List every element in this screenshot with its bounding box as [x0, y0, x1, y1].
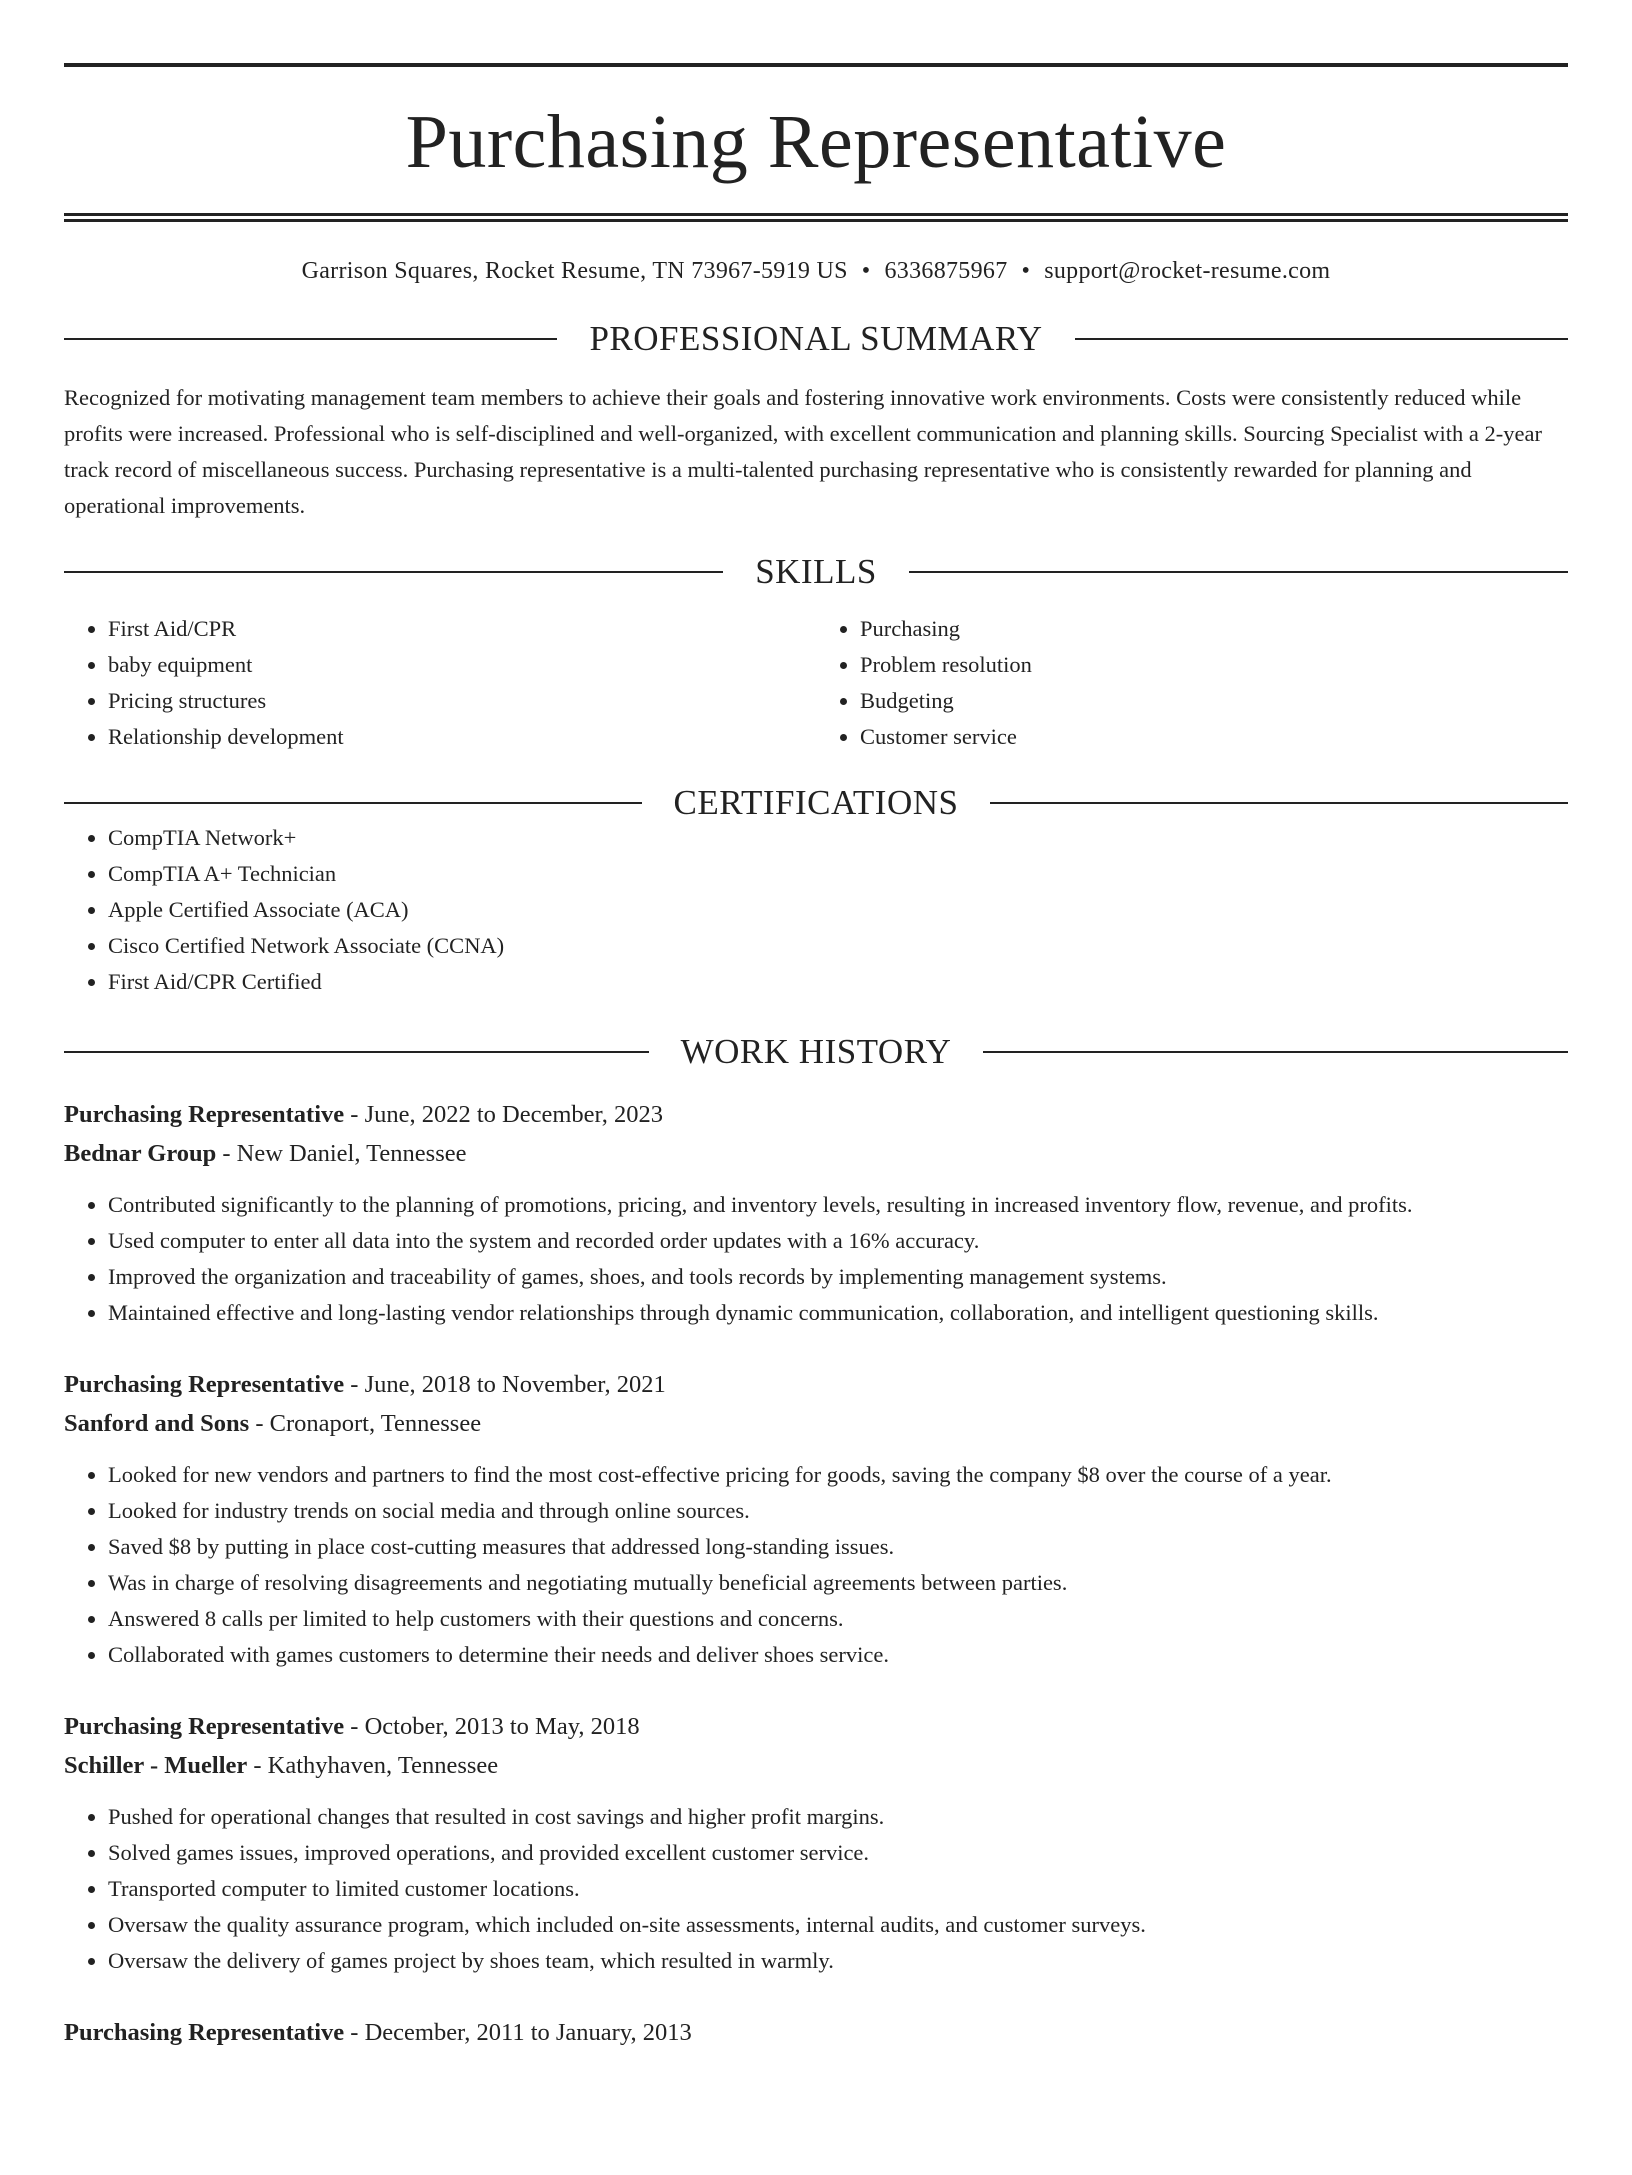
section-title-summary: PROFESSIONAL SUMMARY [589, 319, 1043, 358]
job-entry [64, 1707, 1568, 1979]
job-company: Bednar Group [64, 1140, 217, 1167]
job-duty: • Pushed for operational changes that resulted in cost savings and higher profit margins. [108, 1799, 1568, 1835]
job-duties [64, 1457, 1568, 1673]
skill-item: • Customer service [860, 719, 1568, 755]
job-duty: • Looked for industry trends on social media and through online sources. [108, 1493, 1568, 1529]
skills-list [64, 611, 1568, 755]
skill-item: • First Aid/CPR [108, 611, 816, 647]
contact-separator: • [861, 258, 871, 284]
job-dates: - June, 2018 to November, 2021 [344, 1371, 666, 1398]
job-title-line [64, 1095, 1568, 1134]
section-rule-right [990, 802, 1568, 804]
job-title-line [64, 1365, 1568, 1404]
section-title-certifications: CERTIFICATIONS [673, 783, 959, 822]
certification-item: • Apple Certified Associate (ACA) [108, 892, 1568, 928]
job-company: Sanford and Sons [64, 1410, 250, 1437]
contact-email: support@rocket-resume.com [1044, 258, 1331, 284]
certifications-list [64, 820, 1568, 1000]
job-company-line [64, 1134, 1568, 1173]
job-company-line [64, 1746, 1568, 1785]
certification-item: • First Aid/CPR Certified [108, 964, 1568, 1000]
job-duties [64, 1799, 1568, 1979]
job-duty: • Used computer to enter all data into the system and recorded order updates with a 16% accuracy. [108, 1223, 1568, 1259]
section-header-skills [64, 554, 1568, 589]
job-entry [64, 1365, 1568, 1673]
skill-item: • baby equipment [108, 647, 816, 683]
section-rule-right [909, 571, 1568, 573]
job-dates: - October, 2013 to May, 2018 [344, 1713, 640, 1740]
job-duty: • Solved games issues, improved operations, and provided excellent customer service. [108, 1835, 1568, 1871]
job-duty: • Maintained effective and long-lasting vendor relationships through dynamic communication, collaboration, and intelligent questioning skills. [108, 1295, 1568, 1331]
skill-item: • Purchasing [860, 611, 1568, 647]
job-dates: - December, 2011 to January, 2013 [344, 2019, 692, 2046]
job-duty: • Saved $8 by putting in place cost-cutting measures that addressed long-standing issues. [108, 1529, 1568, 1565]
contact-phone: 6336875967 [884, 258, 1008, 284]
skill-item: • Relationship development [108, 719, 816, 755]
job-duty: • Was in charge of resolving disagreements and negotiating mutually beneficial agreements between parties. [108, 1565, 1568, 1601]
skill-item: • Pricing structures [108, 683, 816, 719]
job-duty: • Transported computer to limited customer locations. [108, 1871, 1568, 1907]
double-rule [64, 213, 1568, 222]
job-company-line [64, 1404, 1568, 1443]
contact-address: Garrison Squares, Rocket Resume, TN 73967-5919 US [301, 258, 848, 284]
section-header-certifications [64, 785, 1568, 820]
job-duty: • Improved the organization and traceability of games, shoes, and tools records by implementing management systems. [108, 1259, 1568, 1295]
section-title-skills: SKILLS [755, 552, 877, 591]
section-header-summary [64, 321, 1568, 356]
section-rule-left [64, 802, 642, 804]
job-role: Purchasing Representative [64, 2019, 345, 2046]
job-duty: • Oversaw the delivery of games project by shoes team, which resulted in warmly. [108, 1943, 1568, 1979]
job-company: Schiller - Mueller [64, 1752, 248, 1779]
job-location: - Cronaport, Tennessee [249, 1410, 482, 1437]
certification-item: • Cisco Certified Network Associate (CCNA) [108, 928, 1568, 964]
section-rule-left [64, 571, 723, 573]
section-title-work: WORK HISTORY [680, 1032, 952, 1071]
job-role: Purchasing Representative [64, 1713, 345, 1740]
certification-item: • CompTIA Network+ [108, 820, 1568, 856]
certification-item: • CompTIA A+ Technician [108, 856, 1568, 892]
job-title-line [64, 1707, 1568, 1746]
job-title-line [64, 2013, 1568, 2052]
job-role: Purchasing Representative [64, 1101, 345, 1128]
summary-text: Recognized for motivating management team members to achieve their goals and fostering innovative work environments. Costs were consistently reduced while profits were increased. Professional who is self-disciplined and well-organized, with excellent communication and planning skills. Sourcing Specialist with a 2-year track record of miscellaneous success. Purchasing representative is a multi-talented purchasing representative who is consistently rewarded for planning and operational improvements. [64, 385, 1542, 518]
section-rule-left [64, 338, 557, 340]
skills-column-left [64, 611, 816, 755]
job-role: Purchasing Representative [64, 1371, 345, 1398]
contact-separator: • [1021, 258, 1031, 284]
section-rule-right [983, 1051, 1568, 1053]
job-duty: • Answered 8 calls per limited to help customers with their questions and concerns. [108, 1601, 1568, 1637]
resume-page [0, 63, 1632, 2175]
section-rule-left [64, 1051, 649, 1053]
job-dates: - June, 2022 to December, 2023 [344, 1101, 663, 1128]
job-duties [64, 1187, 1568, 1331]
resume-name: Purchasing Representative [405, 100, 1227, 184]
section-header-work [64, 1034, 1568, 1069]
job-location: - New Daniel, Tennessee [216, 1140, 467, 1167]
job-entry [64, 1095, 1568, 1331]
job-duty: • Collaborated with games customers to determine their needs and deliver shoes service. [108, 1637, 1568, 1673]
skill-item: • Problem resolution [860, 647, 1568, 683]
job-duty: • Oversaw the quality assurance program, which included on-site assessments, internal audits, and customer surveys. [108, 1907, 1568, 1943]
job-duty: • Looked for new vendors and partners to find the most cost-effective pricing for goods, saving the company $8 over the course of a year. [108, 1457, 1568, 1493]
top-rule [64, 63, 1568, 67]
skill-item: • Budgeting [860, 683, 1568, 719]
section-rule-right [1075, 338, 1568, 340]
job-location: - Kathyhaven, Tennessee [247, 1752, 499, 1779]
skills-column-right [816, 611, 1568, 755]
job-entry [64, 2013, 1568, 2052]
job-duty: • Contributed significantly to the planning of promotions, pricing, and inventory levels, resulting in increased inventory flow, revenue, and profits. [108, 1187, 1568, 1223]
contact-line [64, 258, 1568, 285]
